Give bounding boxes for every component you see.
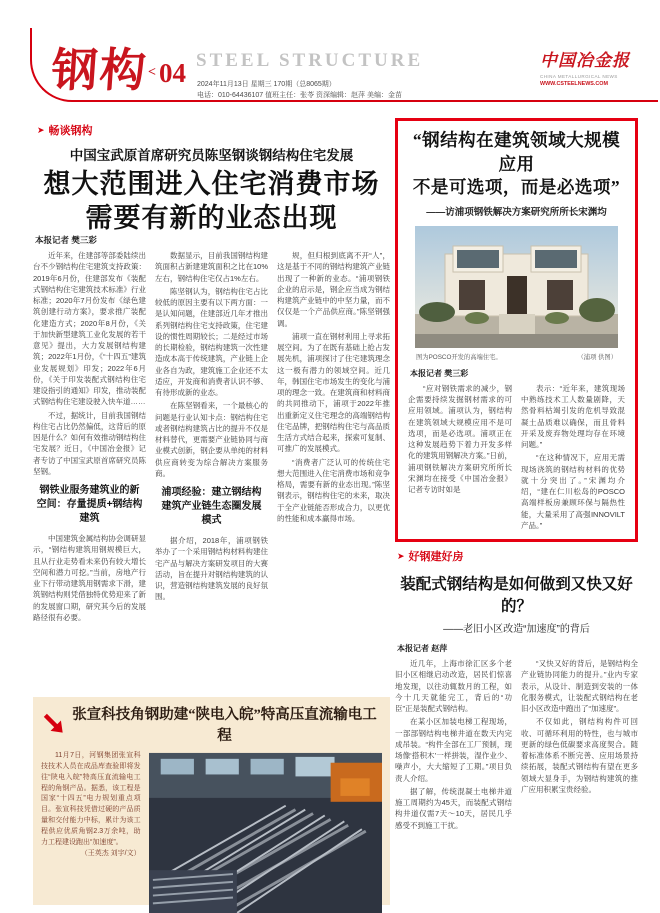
strip-body (41, 751, 382, 913)
body-paragraph: 数据显示，目前我国钢结构建筑面积占新建建筑面积之比在10%左右，钢结构住宅仅占1%左右。 (155, 251, 268, 283)
masthead-english-title: STEEL STRUCTURE (196, 50, 424, 71)
column-subhead: 浦项经验：建立钢结构建筑产业链生态圈发展模式 (161, 487, 262, 526)
article-main (33, 120, 390, 692)
photo-credit: （浦项 供图） (577, 353, 617, 361)
house-photo (415, 226, 618, 348)
body-paragraph: “应对钢铁需求的减少，钢企需要持续发掘钢材需求的可应用领域。浦项认为，钢结构在建筑领域大规模应用不是可选项，而是必选项。浦项正在这种发展趋势下着力开发多样化的建筑用钢解决方案。”日前，浦项钢铁解决方案研究所所长宋渊均在接受《中国冶金报》记者专访时如是 (408, 383, 512, 495)
masthead-date-line: 2024年11月13日 星期三 170期（总8065期） (197, 81, 336, 88)
strip-header (41, 703, 382, 745)
body-paragraph: 据了解，传统混凝土电梯井道施工周期约为45天，而装配式钢结构井道仅需7天～10天，居民几乎感受不到施工干扰。 (395, 786, 512, 830)
section-arrow-icon: ➤ (397, 550, 405, 561)
body-paragraph: “在这种情况下，应用无需现场浇筑的钢结构材料的优势就十分突出了。”宋渊均介绍，“建在仁川松岛的POSCO高端样板房兼顾环保与隔热性能，大量采用了高强INNOVILT产品。” (521, 453, 625, 530)
page-brand-title: 钢构 (49, 45, 150, 96)
article-body-columns (33, 250, 390, 690)
strip-credit: （王英杰 刘宇/文） (80, 849, 141, 857)
body-paragraph: 不仅如此，钢结构构件可回收、可循环利用的特性，也与城市更新的绿色低碳要求高度契合。随着标准体系不断完善、应用场景持续拓展，装配式钢结构有望在更多领域大显身手，为钢结构建筑的推广应用积累宝贵经验。 (521, 717, 638, 794)
interview-body-columns (408, 383, 625, 561)
newspaper-logo-cn: 中国冶金报 (540, 51, 630, 70)
body-paragraph: 表示：“近年来，建筑现场中熟练技术工人数量剧降，天然骨料枯竭引发的危机导致混凝土品质难以确保，而且骨料开采及废弃物处理均存在环境问题。” (521, 383, 625, 450)
body-paragraph: 在某小区加装电梯工程现场，一部部钢结构电梯井道在数天内完成吊装。“构件全部在工厂预制，现场像‘搭积木’一样拼装，湿作业少、噪声小，大大缩短了工期。”项目负责人介绍。 (395, 717, 512, 783)
retrofit-column-2 (521, 658, 638, 913)
arrow-down-right-icon (41, 711, 67, 737)
interview-byline: 本报记者 樊三彩 (410, 368, 469, 378)
body-paragraph: 据介绍，2018年，浦项钢铁举办了一个采用钢结构材料构建住宅产品与解决方案研发项目的大赛活动，旨在提升对钢结构建筑的认识，营造钢结构建筑发展的良好氛围。 (155, 536, 268, 602)
article-kicker: 中国宝武原首席研究员陈坚钢谈钢结构住宅发展 (69, 148, 354, 163)
photo-caption: 图为POSCO开发的高端住宅。 (416, 353, 502, 361)
interview-headline-line1: “钢结构在建筑领域大规模应用 (412, 130, 621, 174)
body-column-2 (155, 250, 268, 690)
article-headline-line2: 需要有新的业态出现 (85, 203, 338, 233)
newspaper-logo-en: CHINA METALLURGICAL NEWS (540, 74, 618, 79)
body-paragraph: “又快又好的背后，是钢结构全产业链协同能力的提升。”业内专家表示，从设计、制造到安装的一体化服务模式，让装配式钢结构在老旧小区改造中跑出了“加速度”。 (521, 659, 638, 713)
body-column-3 (277, 250, 390, 690)
section-tag-haogang (397, 548, 638, 564)
body-paragraph: 近几年，上海市徐汇区多个老旧小区相继启动改造，居民们惊喜地发现，以往动辄数月的工程，如今十几天就能完工，背后的“功臣”正是装配式钢结构。 (395, 659, 512, 713)
strip-text-block (41, 751, 141, 913)
newspaper-logo-site: WWW.CSTEELNEWS.COM (540, 81, 608, 87)
page-number-marker: < (148, 65, 156, 80)
section-arrow-icon: ➤ (37, 124, 45, 135)
steel-angles-photo (149, 751, 382, 913)
page-number: < 04 (148, 58, 186, 88)
body-paragraph: “消费者广泛认可的传统住宅想大范围进入住宅消费市场和竞争格局，需要有新的业态出现。”陈坚钢表示，钢结构住宅的未来，取决于全产业链能否形成合力，以更优的性能和成本赢得市场。 (277, 457, 390, 523)
interview-column-2 (521, 383, 625, 561)
article-headline-line1: 想大范围进入住宅消费市场 (43, 169, 380, 199)
body-paragraph: 在陈坚钢看来，一个最核心的问题是行业认知卡点：钢结构住宅或者钢结构建筑占比的提升不仅是材料替代，更需要产业链协同与商业模式创新，钢企要从单纯的材料供应商转变为综合解决方案服务商。 (155, 401, 268, 478)
retrofit-body-columns (395, 658, 638, 913)
interview-headline-line2: 不是可选项，而是必选项” (412, 177, 621, 198)
article-interview-box (395, 118, 638, 542)
section-tag-label: 好钢建好房 (408, 551, 464, 563)
masthead-staff-line: 电话：010-64436107 值班主任：张苓 资深编辑：赵萍 美编：金苗 (197, 92, 402, 99)
article-byline: 本报记者 樊三彩 (35, 235, 97, 245)
column-subhead: 钢铁业服务建筑业的新空间：存量提质+钢结构建筑 (36, 485, 143, 524)
interview-column-1 (408, 383, 512, 561)
section-tag-label: 畅谈钢构 (48, 125, 93, 137)
article-strip (33, 697, 390, 905)
strip-paragraph: 11月7日，河钢集团张宣科技技术人员在成品库查验即将发往“陕电入皖”特高压直流输电工程的角钢产品。据悉，该工程是国家“十四五”电力规划重点项目。张宣科技凭借过硬的产品质量和交付能力中标，累计为该工程供应优质角钢2.3万余吨，助力工程建设跑出“加速度”。 (41, 752, 141, 846)
newspaper-logo (540, 46, 636, 87)
retrofit-byline: 本报记者 赵萍 (397, 644, 448, 653)
body-paragraph: 规，但归根到底离不开“人”，这是基于不同的钢结构建筑产业链出现了一种新的业态。“浦项钢铁企业的启示是，钢企应当成为钢结构建筑产业链中的中坚力量，而不仅仅是一个产品供应商。”陈坚钢强调。 (277, 251, 390, 328)
body-paragraph: 近年来，住建部等部委陆续出台不少钢结构住宅建筑支持政策：2019年6月份，住建部发布《装配式钢结构住宅建筑技术标准》行业标准；2020年7月份发布《绿色建筑创建行动方案》，要求推广装配化建造方式；2020年8月份，《关于加快新型建筑工业化发展的若干意见》提出，大力发展钢结构建筑；2022年1月份，《“十四五”建筑业发展规划》印发；2022年6月份，《关于印发装配式钢结构住宅建设指引的通知》印发，推动装配式钢结构住宅建设驶入快车道…… (33, 251, 146, 407)
body-paragraph: 陈坚钢认为，钢结构住宅占比较低的原因主要有以下两方面：一是认知问题，住建部近几年才推出系列钢结构住宅支持政策，住宅建设的惯性周期较长；二是经过市场的长期检验，钢结构建筑一次性建造成本高于传统建筑，产业链上企业各自为政，建筑施工企业还不太适应，开发商和消费者认识不够、有待形成新的业态。 (155, 286, 268, 397)
interview-subtitle: ——访浦项钢铁解决方案研究所所长宋渊均 (426, 206, 607, 218)
strip-headline: 张宣科技角钢助建“陕电入皖”特高压直流输电工程 (72, 707, 377, 744)
photo-caption-row (416, 352, 617, 361)
retrofit-column-1 (395, 658, 512, 913)
body-column-1 (33, 250, 146, 690)
section-tag-changtan (37, 122, 93, 138)
body-paragraph: 中国建筑金属结构协会调研显示，“钢结构建筑用钢规模巨大，且从行业走势看未来仍有较大增长空间和潜力可挖。”当前，房地产行业下行带动建筑用钢需求下滑，建筑钢结构则凭借独特优势迎来了新的发展窗口期，研究其今后的发展路径很有必要。 (33, 534, 146, 622)
article-retrofit (395, 548, 638, 908)
body-paragraph: 不过，据统计，目前我国钢结构住宅占比仍然偏低，这背后的原因是什么？如何有效推动钢结构住宅发展？近日，《中国冶金报》记者专访了中国宝武原首席研究员陈坚钢。 (33, 410, 146, 476)
retrofit-headline: 装配式钢结构是如何做到又快又好的？ (400, 576, 633, 615)
retrofit-subtitle: ——老旧小区改造“加速度”的背后 (443, 624, 590, 635)
body-paragraph: 浦项一直在钢材利用上寻求拓展空间。为了在既有基础上抢占发展先机，浦项探讨了住宅建筑理念这一极有潜力的领域空间。近几年，韩国住宅市场发生的变化与浦项的理念一致。在建筑商和材料商的共同推动下，浦项于2022年推出重新定义住宅理念的高端钢结构住宅品牌，把钢结构住宅与高品质生活方式结合起来，探索可复制、可推广的发展模式。 (277, 331, 390, 454)
